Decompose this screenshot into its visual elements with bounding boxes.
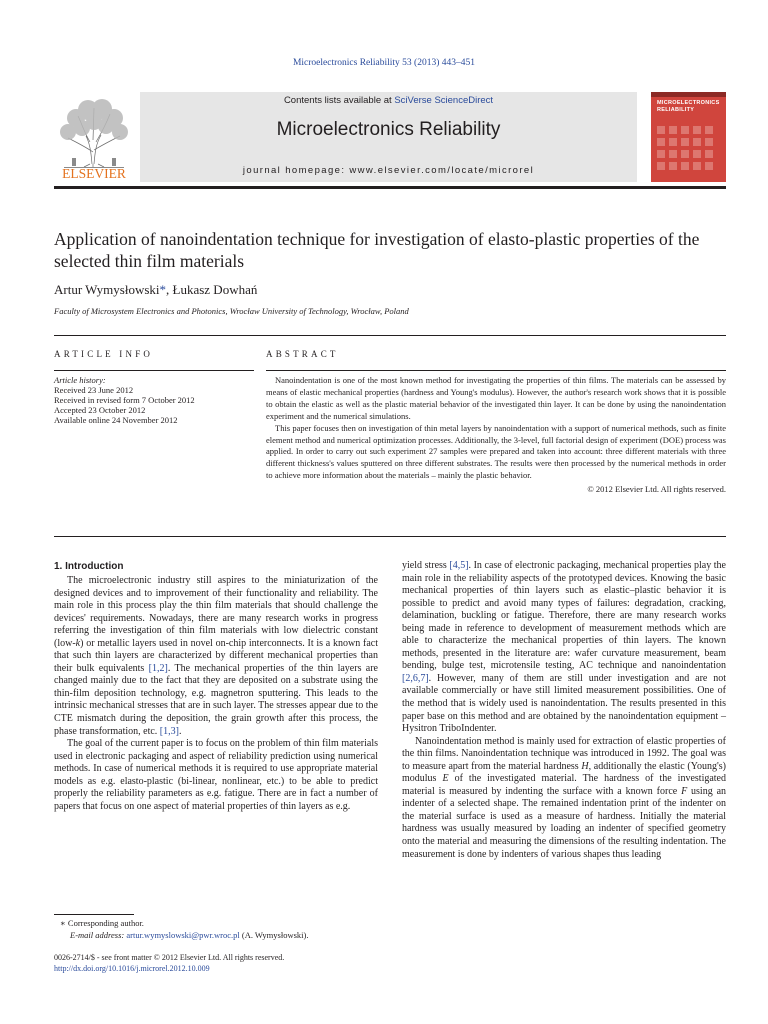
affiliation: Faculty of Microsystem Electronics and Photonics, Wrocław University of Technology, Wrocław, Poland — [54, 306, 409, 316]
body-text: Nanoindentation method is mainly used for extraction of elastic properties of the thin films. Nanoindentation technique was introduced in 1992. The goal was to measure apart from the material hardness — [402, 735, 726, 772]
body-text: The microelectronic industry still aspires to the miniaturization of the designed devices and to improvement of their functionality and reliability. The main role in this process play the thin film materials that should challenge the devices' requirements. Nowadays, there are many research works in progress referring the investigation of thin film materials with low dielectric constant (low- — [54, 575, 378, 649]
section-heading: 1. Introduction — [54, 561, 124, 572]
author-list — [54, 282, 257, 298]
journal-citation[interactable]: Microelectronics Reliability 53 (2013) 443–451 — [292, 58, 476, 68]
cover-title-line-2: RELIABILITY — [657, 107, 695, 113]
email-owner: (A. Wymysłowski). — [239, 929, 309, 940]
elsevier-wordmark: ELSEVIER — [62, 166, 126, 181]
reference-link[interactable]: [4,5] — [449, 560, 469, 571]
contents-prefix: Contents lists available at — [283, 95, 395, 106]
article-title: Application of nanoindentation technique for investigation of elasto-plastic properties of the selected thin film materials — [54, 229, 700, 271]
body-text: . — [178, 725, 182, 737]
divider — [54, 536, 726, 537]
body-column-left — [54, 575, 378, 813]
article-info-heading: ARTICLE INFO — [54, 349, 154, 359]
body-text: of the investigated material. The hardness of the investigated material is measured by indenting the surface with a known force — [402, 773, 726, 797]
divider — [266, 370, 726, 371]
doi-link[interactable]: http://dx.doi.org/10.1016/j.microrel.2012.10.009 — [54, 964, 210, 973]
body-text: . In case of electronic packaging, mechanical properties play the main role in the reliability aspects of the prototyped devices. Knowing the basic mechanical properties of thin layers such as elastic–plastic behavior it is possible to predict and avoid many types of failures: degradation, cracking, delamination, buckling or fatigue. Therefore, there are many research works being made in reference to development of measurement methods which are able to characterize the mechanical properties of thin layers. The known methods, presented in the literature are: wafer curvature measurement, beam bending, bulge test, microtensile testing, AC technique and nanoindentation — [402, 560, 726, 672]
history-item: Received in revised form 7 October 2012 — [54, 395, 195, 405]
body-text: using an indenter of a selected shape. The remained indentation print of the indenter on the material surface is used as a measure of hardness. Initially the material hardness was usually measured by loading an indenter of specified geometry onto the material and measuring the dimensions of the resulting indentation. The measurement is done by indenters of various shapes thus leading — [402, 785, 727, 860]
reference-link[interactable]: [2,6,7] — [402, 672, 429, 684]
journal-banner — [140, 92, 637, 182]
abstract-heading: ABSTRACT — [266, 349, 339, 359]
author-name: Łukasz Dowhań — [172, 282, 258, 297]
abstract-paragraph: This paper focuses then on investigation of thin metal layers by nanoindentation with a support of numerical methods, such as finite element method and numerical optimization processes. Additionally, the 3-level, full factorial design of experiment (DOE) process was applied. In order to carry out such experiment 27 samples were prepared and taken into account: three different materials with three different thickness's values sputtered on three different substrates. The results were then processed by the numerical methods in order to achieve more information about the materials – mainly the plastic behavior. — [266, 422, 726, 481]
body-paragraph — [402, 736, 726, 861]
body-text: . The mechanical properties of the thin layers are changed mainly due to the fact that they are deposited on a substrate using the thin-film deposition technology, e.g. magnetron sputtering. This leads to the intrinsic mechanical stresses that are in such layer. The stresses appear due to the CTE mismatch during the deposition, the grain growth after this process, the phase transformation, etc. — [54, 662, 378, 737]
abstract-body — [266, 375, 726, 496]
body-text: yield stress — [402, 560, 450, 571]
journal-homepage[interactable]: journal homepage: www.elsevier.com/locate/microrel — [242, 165, 535, 176]
elsevier-tree-icon — [54, 92, 134, 182]
journal-cover-thumbnail[interactable] — [651, 92, 726, 182]
divider — [54, 370, 254, 371]
footnote-rule — [54, 914, 134, 915]
history-item: Received 23 June 2012 — [54, 385, 134, 395]
corresponding-author-mark[interactable]: * — [159, 282, 167, 297]
body-variable: k — [75, 637, 81, 649]
history-item: Available online 24 November 2012 — [54, 415, 178, 425]
body-paragraph — [54, 575, 378, 738]
header-rule — [54, 186, 726, 189]
masthead — [54, 92, 726, 184]
reference-link[interactable]: [1,3] — [159, 725, 179, 737]
body-paragraph — [402, 560, 726, 736]
body-variable: H — [581, 760, 589, 772]
author-name: Artur Wymysłowski — [54, 282, 160, 297]
footnote-text: Corresponding author. — [67, 918, 144, 928]
article-history — [54, 375, 254, 425]
sciencedirect-link[interactable]: SciVerse ScienceDirect — [394, 95, 494, 106]
email-note — [54, 930, 378, 942]
cover-pattern-icon — [651, 92, 726, 182]
reference-link[interactable]: [1,2] — [148, 662, 168, 674]
history-label: Article history: — [54, 375, 106, 385]
divider — [54, 335, 726, 336]
body-variable: E — [442, 773, 449, 785]
cover-title-line-1: MICROELECTRONICS — [657, 100, 720, 106]
email-label: E-mail address: — [70, 929, 127, 940]
footnote — [54, 918, 378, 941]
issn-block — [54, 952, 284, 974]
body-paragraph: The goal of the current paper is to focus on the problem of thin film materials used in electronic packaging and aspect of reliability prediction using numerical methods. In case of numerical methods it is required to use appropriate material models as e.g. elasto-plastic (bi-linear, nonlinear, etc.) to be able to predict properly the reliability parameters as e.g. fatigue. There are in fact a number of papers that focus on one aspect of material properties of thin layers as e.g. — [54, 738, 378, 812]
body-text: , additionally the elastic (Young's) modulus — [402, 760, 727, 785]
corresponding-author-note — [54, 918, 378, 930]
body-text: ) or metallic layers used in novel on-chip interconnects. It is a known fact that such thin layers are characterized by different mechanical properties than their bulk equivalents — [54, 637, 378, 674]
footnote-star-icon: ∗ — [60, 918, 66, 928]
history-item: Accepted 23 October 2012 — [54, 405, 146, 415]
elsevier-logo[interactable] — [54, 92, 134, 182]
body-text: . However, many of them are still under investigation and are not available commercially or have still limited measurement possibilities. One of the method that is widely used is nanoindentation. The results presented in this paper base on this method and are obtained by the nanoindentation equipment – Hysitron TriboIndenter. — [402, 672, 726, 735]
journal-name: Microelectronics Reliability — [276, 119, 501, 140]
abstract-paragraph: Nanoindentation is one of the most known method for investigating the properties of thin films. The materials can be assessed by means of elastic mechanical properties (hardness and Young's modulus). However, the author's research work shows that it is possible to obtain the elastic as well as the plastic material behavior of the investigated thin layer. It can be done by using the nanoindentation experiment and the numerical simulations. — [266, 375, 726, 421]
author-separator: , — [166, 282, 173, 297]
body-variable: F — [681, 785, 688, 797]
issn-line: 0026-2714/$ - see front matter © 2012 Elsevier Ltd. All rights reserved. — [54, 953, 285, 962]
email-link[interactable]: artur.wymyslowski@pwr.wroc.pl — [126, 929, 240, 940]
body-column-right — [402, 560, 726, 861]
copyright-notice: © 2012 Elsevier Ltd. All rights reserved. — [587, 484, 726, 495]
contents-line — [140, 95, 637, 106]
